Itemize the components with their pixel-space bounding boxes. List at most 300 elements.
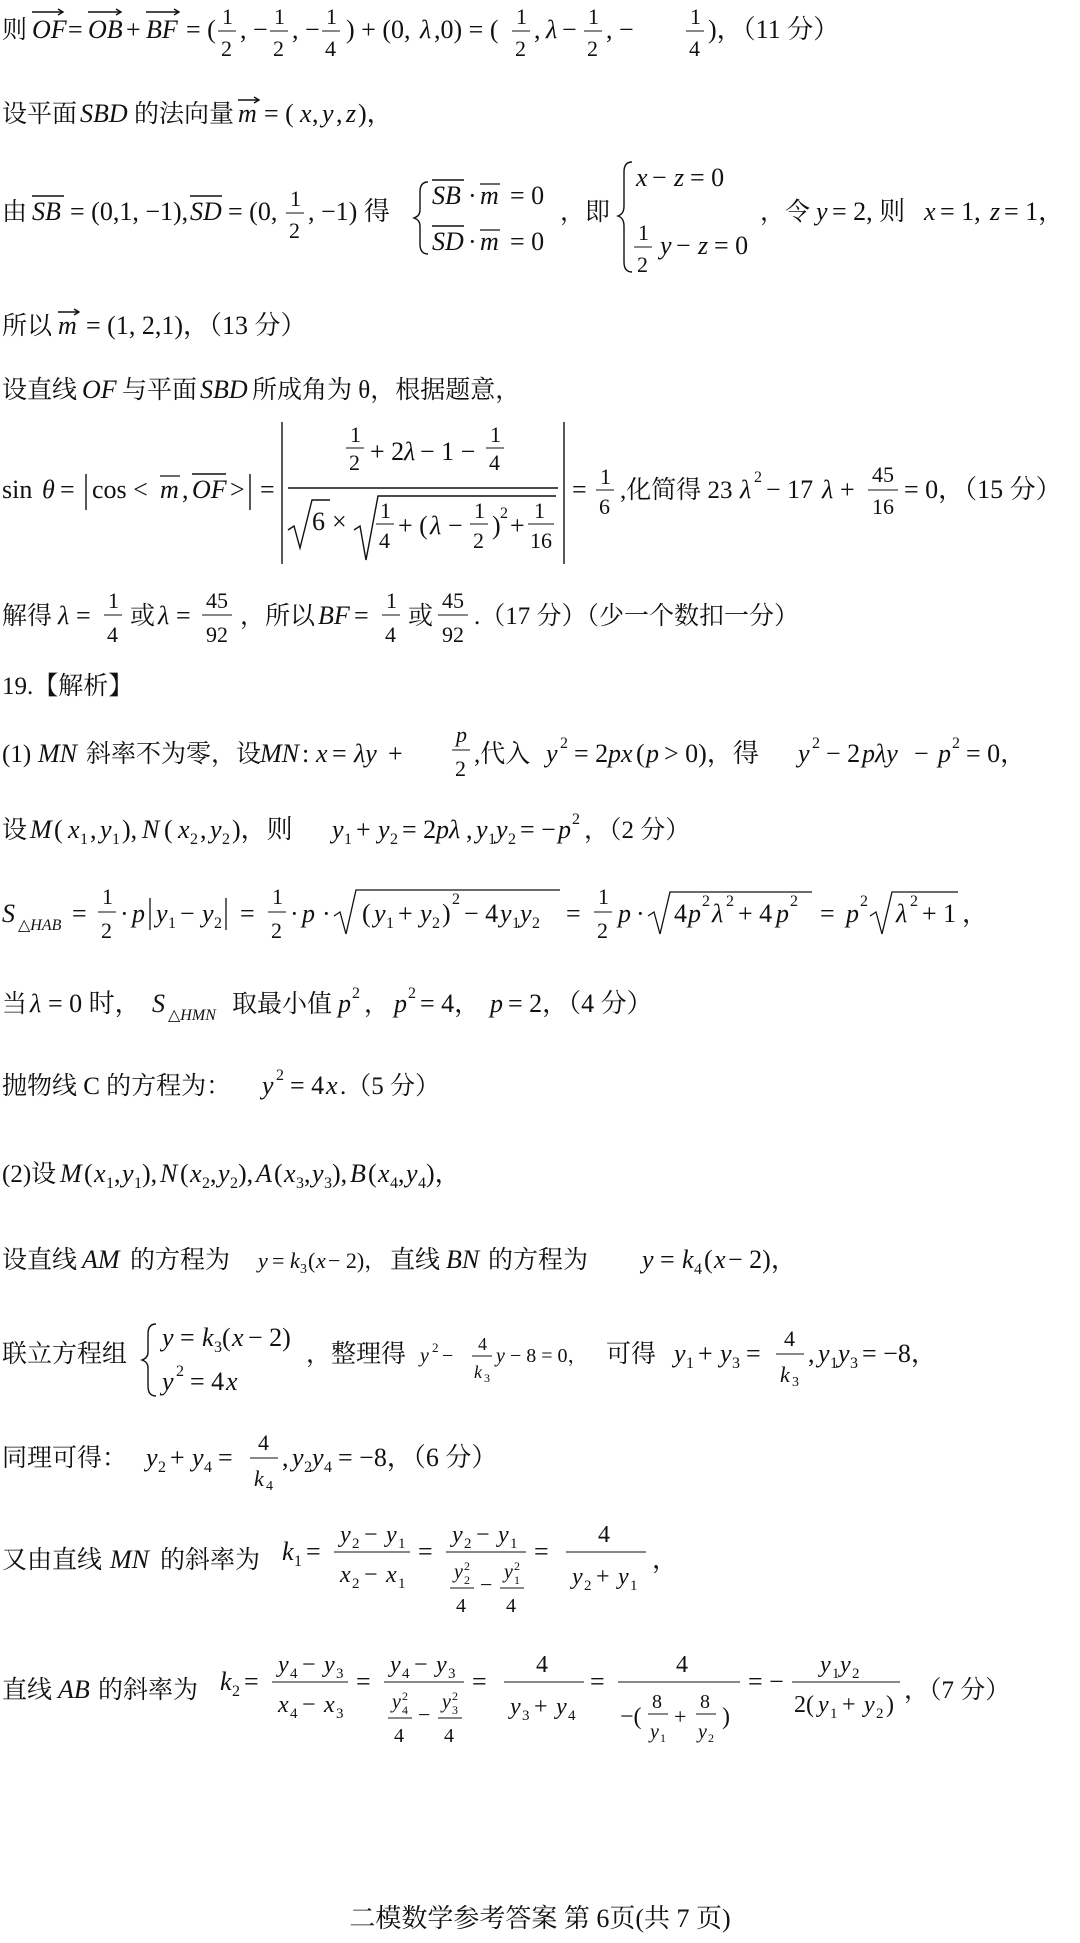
area-formula-line <box>0 874 1080 954</box>
svg-text:2: 2 <box>289 218 300 243</box>
svg-text:2: 2 <box>221 36 232 61</box>
svg-text:=: = <box>572 475 587 504</box>
svg-text:1: 1 <box>510 1536 518 1552</box>
svg-text:y: y <box>618 1564 629 1590</box>
svg-text:+ 2: + 2 <box>370 437 405 466</box>
svg-text:y: y <box>292 1443 304 1472</box>
svg-text:p: p <box>776 899 789 928</box>
svg-text:1: 1 <box>534 498 545 523</box>
svg-text:MN: MN <box>38 739 77 768</box>
svg-text:与平面: 与平面 <box>122 377 198 404</box>
svg-text:OF: OF <box>192 475 227 504</box>
svg-text:4: 4 <box>418 1175 426 1192</box>
svg-text:= 0: = 0 <box>714 231 749 260</box>
svg-text:+ 1: + 1 <box>922 899 957 928</box>
svg-text:=: = <box>354 601 369 630</box>
svg-text:=: = <box>746 1339 761 1368</box>
svg-text:,: , <box>282 1443 289 1472</box>
svg-text:m: m <box>480 227 499 256</box>
svg-text:k: k <box>474 1362 482 1382</box>
svg-text:2: 2 <box>452 1689 458 1703</box>
svg-text:=: = <box>590 1667 605 1696</box>
svg-text:− 1 −: − 1 − <box>420 437 476 466</box>
svg-text:p: p <box>846 899 859 928</box>
svg-text:λ: λ <box>158 601 170 630</box>
svg-text:(: ( <box>704 1245 713 1274</box>
svg-text:1: 1 <box>398 1576 406 1592</box>
svg-text:3: 3 <box>522 1708 530 1724</box>
svg-text:直线: 直线 <box>390 1247 441 1274</box>
svg-text:)，（11 分）: )，（11 分） <box>708 15 840 44</box>
svg-text:2: 2 <box>349 450 360 475</box>
svg-text:1: 1 <box>350 422 361 447</box>
svg-text:3: 3 <box>850 1355 858 1372</box>
svg-text:3: 3 <box>300 1262 307 1277</box>
svg-text:= 1,: = 1, <box>940 197 981 226</box>
svg-text:2: 2 <box>230 1175 238 1192</box>
svg-text:4: 4 <box>676 1652 688 1678</box>
svg-text:2: 2 <box>572 811 580 828</box>
svg-text:): ) <box>442 899 451 928</box>
svg-text:2: 2 <box>464 1559 470 1573</box>
svg-text:4: 4 <box>489 450 500 475</box>
svg-text:又由直线: 又由直线 <box>2 1547 103 1574</box>
svg-text:·: · <box>290 899 299 928</box>
svg-text:y: y <box>210 815 222 844</box>
svg-text:+: + <box>398 899 413 928</box>
svg-text:+: + <box>674 1704 687 1729</box>
svg-text:3: 3 <box>336 1666 344 1682</box>
slope-ab-line <box>0 1642 1080 1762</box>
svg-text:,: , <box>312 99 319 128</box>
svg-text:4: 4 <box>402 1666 410 1682</box>
svg-text:−: − <box>418 1702 431 1727</box>
svg-text:4: 4 <box>290 1706 298 1722</box>
line1-formula <box>0 0 1080 70</box>
svg-text:= 0，: = 0， <box>966 739 1027 768</box>
svg-text:, −: , − <box>240 15 268 44</box>
svg-text:k: k <box>682 1245 694 1274</box>
svg-text:−: − <box>676 231 691 260</box>
svg-text:=: = <box>472 1667 487 1696</box>
svg-text:x: x <box>324 1692 335 1718</box>
svg-text:1: 1 <box>108 588 119 613</box>
svg-text:p: p <box>688 899 701 928</box>
svg-text:,代入: ,代入 <box>474 741 531 768</box>
svg-text:16: 16 <box>530 528 552 553</box>
svg-text:4: 4 <box>689 36 700 61</box>
svg-text:45: 45 <box>872 462 894 487</box>
svg-text:斜率不为零，设: 斜率不为零，设 <box>86 741 262 768</box>
svg-text:的法向量: 的法向量 <box>134 101 235 128</box>
svg-text:y: y <box>864 1692 875 1718</box>
svg-text:−: − <box>180 899 195 928</box>
svg-text:SD: SD <box>432 227 464 256</box>
svg-text:=: = <box>566 899 581 928</box>
svg-text:y: y <box>378 815 390 844</box>
svg-text:MN: MN <box>110 1545 149 1574</box>
svg-text:=: = <box>660 1245 675 1274</box>
svg-text:2: 2 <box>597 918 608 943</box>
svg-text:则: 则 <box>2 17 28 44</box>
svg-text:,: , <box>534 15 541 44</box>
svg-text:S: S <box>2 899 15 928</box>
svg-text:y: y <box>332 815 344 844</box>
svg-text:+: + <box>356 815 371 844</box>
svg-text:设直线: 设直线 <box>2 1247 78 1274</box>
svg-text:设直线: 设直线 <box>2 377 78 404</box>
svg-text:− 2)，: − 2)， <box>728 1245 797 1274</box>
svg-text:A: A <box>256 1159 272 1188</box>
svg-text:λ: λ <box>58 601 70 630</box>
svg-text:·: · <box>636 899 645 928</box>
svg-text:y: y <box>262 1071 274 1100</box>
svg-text:−(: −( <box>620 1704 642 1730</box>
svg-text:1: 1 <box>490 422 501 447</box>
svg-text:2: 2 <box>222 831 230 848</box>
svg-text:BN: BN <box>446 1245 480 1274</box>
svg-text:,0) = (: ,0) = ( <box>434 15 499 44</box>
system-am-parabola-line <box>0 1310 1080 1410</box>
svg-text:2: 2 <box>352 1536 360 1552</box>
svg-text:1: 1 <box>344 831 352 848</box>
svg-text:k: k <box>202 1323 214 1352</box>
svg-text:x: x <box>178 815 190 844</box>
svg-text:− 17: − 17 <box>766 475 814 504</box>
svg-text:1: 1 <box>686 1355 694 1372</box>
svg-text:可得: 可得 <box>606 1341 657 1368</box>
svg-text:·: · <box>322 899 331 928</box>
svg-text:= (0,1, −1),: = (0,1, −1), <box>70 197 189 226</box>
svg-text:= −: = − <box>520 815 556 844</box>
svg-text:= 2, 则: = 2, 则 <box>832 197 906 226</box>
svg-text:x: x <box>68 815 80 844</box>
svg-text:2: 2 <box>508 831 516 848</box>
svg-text:2: 2 <box>464 1573 470 1587</box>
svg-text:x: x <box>94 1159 106 1188</box>
svg-text:x: x <box>386 1562 397 1588</box>
svg-text:SB: SB <box>32 197 61 226</box>
svg-text:2: 2 <box>708 1731 714 1745</box>
svg-text:k: k <box>780 1362 790 1387</box>
svg-text:y: y <box>454 1561 463 1583</box>
svg-text:λ: λ <box>420 15 432 44</box>
svg-text:4: 4 <box>266 1479 273 1494</box>
svg-text:y: y <box>420 899 432 928</box>
svg-text:= 2，（4 分）: = 2，（4 分） <box>508 989 653 1018</box>
svg-text:2: 2 <box>560 735 568 752</box>
svg-text:= −8，: = −8， <box>862 1339 937 1368</box>
svg-text:λ: λ <box>404 437 416 466</box>
svg-text:−: − <box>562 15 577 44</box>
svg-text:x: x <box>636 163 648 192</box>
svg-text:m: m <box>160 475 179 504</box>
svg-text:4: 4 <box>598 1522 610 1548</box>
part1-setup-line <box>0 714 1080 784</box>
svg-text:4: 4 <box>536 1652 548 1678</box>
svg-text:y: y <box>510 1694 521 1720</box>
svg-text:p: p <box>302 899 315 928</box>
svg-text:设平面: 设平面 <box>2 101 78 128</box>
svg-text:N: N <box>142 815 160 844</box>
svg-text:=: = <box>260 475 275 504</box>
svg-text:(: ( <box>84 1159 93 1188</box>
svg-text:BF: BF <box>146 15 178 44</box>
svg-text:OF: OF <box>82 375 117 404</box>
svg-text:3: 3 <box>214 1339 222 1356</box>
svg-text:= (: = ( <box>264 99 294 128</box>
svg-text:−: − <box>480 1572 493 1597</box>
svg-text:2: 2 <box>390 831 398 848</box>
svg-text:2: 2 <box>214 915 222 932</box>
svg-text:1: 1 <box>690 4 701 29</box>
svg-text:): ) <box>492 511 501 540</box>
svg-text:y: y <box>698 1721 707 1743</box>
m-result-line <box>0 302 1080 352</box>
svg-text:,: , <box>808 1339 815 1368</box>
svg-text:, −1) 得: , −1) 得 <box>308 197 390 226</box>
svg-text:λ: λ <box>822 475 834 504</box>
svg-text:x: x <box>378 1159 390 1188</box>
svg-text:=: = <box>306 1537 321 1566</box>
svg-text:z: z <box>674 163 685 192</box>
lines-am-bn <box>0 1236 1080 1286</box>
svg-text:cos <: cos < <box>92 475 148 504</box>
svg-text:,: , <box>336 99 343 128</box>
svg-text:x: x <box>232 1323 244 1352</box>
svg-text:由: 由 <box>2 199 28 226</box>
svg-text:+: + <box>170 1443 185 1472</box>
svg-text:y: y <box>546 739 558 768</box>
svg-text:4: 4 <box>290 1666 298 1682</box>
svg-text:=: = <box>72 899 87 928</box>
svg-text:(2)设: (2)设 <box>2 1161 57 1188</box>
svg-text:·: · <box>120 899 129 928</box>
svg-text:6: 6 <box>312 507 325 536</box>
svg-text:pλy: pλy <box>862 739 898 768</box>
svg-text:2: 2 <box>276 1067 284 1084</box>
svg-text:直线: 直线 <box>2 1677 53 1704</box>
svg-text:x: x <box>326 1071 338 1100</box>
svg-text:pλ: pλ <box>436 815 461 844</box>
svg-text:2: 2 <box>352 985 360 1002</box>
svg-text:= 0 时，: = 0 时， <box>48 989 141 1018</box>
svg-text:y: y <box>452 1522 463 1548</box>
svg-text:的斜率为: 的斜率为 <box>160 1547 261 1574</box>
svg-text:= 4: = 4 <box>290 1071 325 1100</box>
svg-text:2: 2 <box>514 1559 520 1573</box>
svg-text:2: 2 <box>464 1536 472 1552</box>
svg-text:1: 1 <box>516 4 527 29</box>
svg-text:y: y <box>312 1159 324 1188</box>
svg-text:1: 1 <box>80 831 88 848</box>
svg-text:= 0: = 0 <box>510 227 545 256</box>
svg-text:m: m <box>238 99 257 128</box>
svg-text:+: + <box>596 1564 610 1590</box>
svg-text:2(: 2( <box>794 1692 814 1718</box>
svg-text:y: y <box>278 1652 289 1678</box>
svg-text:− 4: − 4 <box>464 899 499 928</box>
lambda-solution-line <box>0 584 1080 654</box>
svg-text:y: y <box>650 1721 659 1743</box>
svg-text:，（7 分）: ，（7 分） <box>904 1677 1011 1704</box>
svg-text:=: = <box>68 15 83 44</box>
svg-text:m: m <box>58 311 77 340</box>
svg-text:1: 1 <box>102 884 113 909</box>
svg-text:(: ( <box>54 815 63 844</box>
svg-text:2: 2 <box>176 1363 184 1380</box>
svg-text:1: 1 <box>832 1666 840 1682</box>
svg-text:2: 2 <box>587 36 598 61</box>
svg-text:4: 4 <box>784 1326 795 1351</box>
svg-text:y: y <box>324 1652 335 1678</box>
page-footer: 二模数学参考答案 第 6页(共 7 页) <box>349 1904 731 1933</box>
svg-text:M: M <box>60 1159 82 1188</box>
svg-text:−: − <box>914 739 929 768</box>
svg-text:，所以: ，所以 <box>240 603 316 630</box>
svg-text:1: 1 <box>600 464 611 489</box>
svg-text:4: 4 <box>204 1459 212 1476</box>
solution-line-11pt <box>0 0 1080 61</box>
svg-text:y: y <box>390 1652 401 1678</box>
svg-text:△HAB: △HAB <box>18 917 62 934</box>
svg-text:λ: λ <box>546 15 558 44</box>
svg-text:= 2: = 2 <box>402 815 437 844</box>
svg-text:3: 3 <box>324 1175 332 1192</box>
svg-text:p: p <box>558 815 571 844</box>
svg-text:) + (0,: ) + (0, <box>346 15 411 44</box>
svg-text:2: 2 <box>352 1576 360 1592</box>
svg-text:=: = <box>218 1443 233 1472</box>
similar-result-line <box>0 1424 1080 1504</box>
svg-text:−: − <box>364 1522 378 1548</box>
svg-text:△HMN: △HMN <box>168 1007 216 1024</box>
svg-text:2: 2 <box>852 1666 860 1682</box>
svg-text:y: y <box>202 899 214 928</box>
svg-text:2: 2 <box>455 756 466 781</box>
part2-points-line <box>0 1150 1080 1200</box>
svg-text:y: y <box>476 815 488 844</box>
svg-text:− 2): − 2) <box>248 1323 291 1352</box>
svg-text:，: ， <box>364 991 390 1018</box>
system-line <box>0 152 1080 282</box>
svg-text:的方程为: 的方程为 <box>488 1247 589 1274</box>
svg-text:.（17 分）（少一个数扣一分）: .（17 分）（少一个数扣一分） <box>474 603 800 630</box>
svg-text:B: B <box>350 1159 366 1188</box>
svg-text:− 8 = 0，: − 8 = 0， <box>510 1345 588 1367</box>
svg-text:y: y <box>798 739 810 768</box>
svg-text:或: 或 <box>408 603 434 630</box>
svg-text:4: 4 <box>379 528 390 553</box>
svg-text:+: + <box>388 739 403 768</box>
svg-text:1: 1 <box>830 1355 838 1372</box>
svg-text:2: 2 <box>432 1340 439 1355</box>
svg-text:θ: θ <box>42 475 55 504</box>
svg-text:4: 4 <box>324 1459 332 1476</box>
vieta-line <box>0 806 1080 856</box>
svg-text:y: y <box>838 1339 850 1368</box>
svg-text:k: k <box>290 1248 300 1273</box>
svg-text:BF: BF <box>318 601 350 630</box>
svg-text:y: y <box>660 231 672 260</box>
svg-text:p: p <box>618 899 631 928</box>
svg-text:同理可得：: 同理可得： <box>2 1445 128 1472</box>
svg-text:m: m <box>480 181 499 210</box>
svg-text:(: ( <box>368 1159 377 1188</box>
svg-text:，令: ，令 <box>760 199 811 226</box>
svg-text:y: y <box>100 815 112 844</box>
svg-text:z: z <box>698 231 709 260</box>
svg-text:的方程为: 的方程为 <box>130 1247 231 1274</box>
svg-text:,: , <box>182 475 189 504</box>
svg-text:λ: λ <box>896 899 908 928</box>
svg-text:, −: , − <box>292 15 320 44</box>
svg-text:1: 1 <box>222 4 233 29</box>
svg-text:1: 1 <box>386 588 397 613</box>
svg-text:= (0,: = (0, <box>228 197 278 226</box>
svg-text:y: y <box>816 197 828 226</box>
svg-text:4: 4 <box>385 622 396 647</box>
svg-text:45: 45 <box>206 588 228 613</box>
svg-text:3: 3 <box>732 1355 740 1372</box>
svg-text:x: x <box>190 1159 202 1188</box>
svg-text:): ) <box>886 1692 894 1718</box>
parabola-equation-line <box>0 1062 1080 1112</box>
svg-text:1: 1 <box>638 220 649 245</box>
svg-text:y: y <box>340 1522 351 1548</box>
svg-text:y: y <box>374 899 386 928</box>
svg-text:= 0: = 0 <box>510 181 545 210</box>
svg-text:取最小值: 取最小值 <box>232 991 333 1018</box>
svg-text:4: 4 <box>478 1334 487 1354</box>
svg-text:N: N <box>160 1159 178 1188</box>
svg-text:+: + <box>698 1339 713 1368</box>
svg-text:= 0: = 0 <box>690 163 725 192</box>
svg-text:2: 2 <box>232 1683 240 1700</box>
svg-text:4: 4 <box>390 1175 398 1192</box>
svg-text:=: = <box>60 475 75 504</box>
svg-text:p: p <box>646 739 659 768</box>
svg-text:，: ， <box>652 1545 679 1574</box>
svg-text:),: ), <box>122 815 138 844</box>
svg-text:，即: ，即 <box>560 199 611 226</box>
svg-text:y: y <box>442 1691 451 1713</box>
svg-text:y: y <box>392 1691 401 1713</box>
svg-text:S: S <box>152 989 165 1018</box>
svg-text:2: 2 <box>273 36 284 61</box>
svg-text:1: 1 <box>660 1731 666 1745</box>
svg-text:+ (: + ( <box>398 511 428 540</box>
svg-text:,化简得 23: ,化简得 23 <box>620 477 733 504</box>
svg-text:p: p <box>394 989 407 1018</box>
svg-text:1: 1 <box>512 915 520 932</box>
svg-text:− 2: − 2 <box>826 739 861 768</box>
svg-text:λ: λ <box>30 989 42 1018</box>
svg-text:2: 2 <box>432 915 440 932</box>
svg-text:所以: 所以 <box>2 313 53 340</box>
svg-text:(: ( <box>362 899 371 928</box>
svg-text:px: px <box>608 739 633 768</box>
svg-text:),: ), <box>332 1159 348 1188</box>
svg-text:SBD: SBD <box>200 375 248 404</box>
svg-text:1: 1 <box>168 915 176 932</box>
svg-text:2: 2 <box>101 918 112 943</box>
sine-formula-line <box>0 418 1080 568</box>
svg-text:sin: sin <box>2 475 33 504</box>
svg-text:(1): (1) <box>2 741 32 768</box>
svg-text:45: 45 <box>442 588 464 613</box>
svg-text:=: = <box>76 601 91 630</box>
